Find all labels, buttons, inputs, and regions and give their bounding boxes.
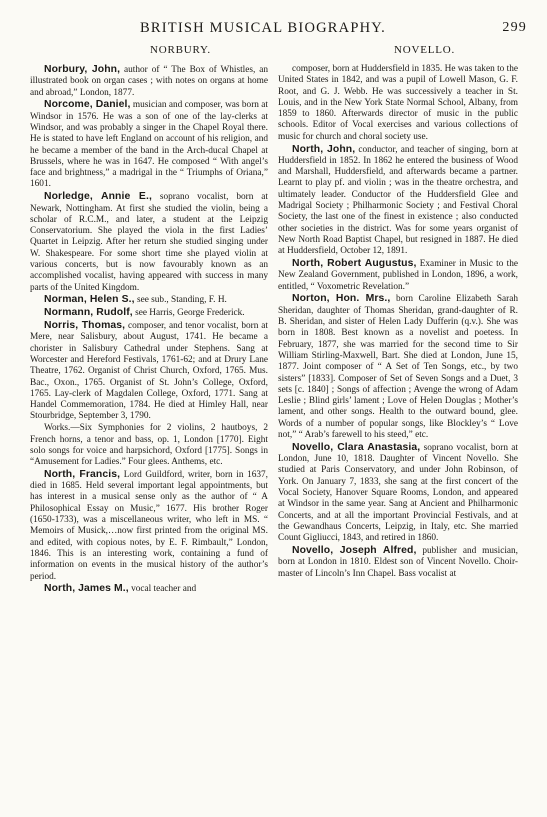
running-head: [30, 20, 527, 40]
entry-headword: North, Francis,: [44, 468, 121, 480]
entry-headword: Norledge, Annie E.,: [44, 191, 152, 203]
biography-entry: [278, 545, 518, 580]
biography-entry: [30, 469, 268, 583]
biography-entry: [30, 64, 268, 99]
biography-entry: [278, 258, 518, 293]
biography-entry: [30, 583, 268, 595]
entry-text: soprano vocalist, born at Newark, Nottingham. At first she studied the violin, being a scholar of R.C.M., and later, a student at the Leipzig Conservatorium. She played the viola in the first Ladies’ Quartet in Leipzig. After her return she studied singing under W. Shakespeare. For some short time she played violin at various concerts, but is now favourably known as an accomplished vocalist, having appeared with success in many parts of the United Kingdom.: [30, 192, 268, 293]
running-title: BRITISH MUSICAL BIOGRAPHY.: [140, 20, 386, 36]
entry-headword: Normann, Rudolf,: [44, 307, 133, 319]
entry-text: composer, born at Huddersfield in 1835. He was taken to the United States in 1842, and was a pupil of Lowell Mason, G. F. Root, and G. J. Webb. He was successively a teacher in St. Louis, and in the New York State Normal School, Albany, from 1859 to 1860. Afterwards director of music in the public schools. Editor of Vocal exercises and various collections of music for church and choral society use.: [278, 64, 518, 142]
biography-entry: [30, 294, 268, 306]
entry-headword: Novello, Joseph Alfred,: [292, 544, 417, 556]
biography-entry: [30, 320, 268, 423]
entry-headword: North, John,: [292, 143, 356, 155]
entry-text: Works.—Six Symphonies for 2 violins, 2 hautboys, 2 French horns, a tenor and bass, op. 1, London [1770]. Eight solo songs for voice and harpsichord, Oxford [1775]. Songs in “Amusement for Ladies.” Four glees. Anthems, etc.: [30, 423, 268, 468]
entry-text: Examiner in Music to the New Zealand Government, published in London, 1896, a work, entitled, “ Voxometric Revelation.”: [278, 259, 519, 292]
entry-headword: Norman, Helen S.,: [44, 294, 135, 306]
entry-text: soprano vocalist, born at London, June 10, 1818. Daughter of Vincent Novello. She studied at Paris Conservatory, and under John Robinson, of York. On January 7, 1833, she sang at the first concert of the Vocal Society, Hanover Square Rooms, London, and appeared at Windsor in the same year. Sang at Ancient and Philharmonic Concerts, and at all the important Provincial Festivals, and at the Gewandhaus Concerts, Leipzig, in Italy, etc. She married Count Gigliucci, 1843, and retired in 1860.: [278, 442, 518, 544]
biography-entry: [30, 99, 268, 190]
entry-text: author of “ The Box of Whistles, an illustrated book on organ cases ; with notes on organs at home and abroad,” London, 1877.: [30, 65, 268, 98]
entry-headword: Norton, Hon. Mrs.,: [292, 293, 391, 305]
biography-entry: [278, 144, 518, 258]
right-guide-word: NOVELLO.: [394, 44, 456, 56]
entry-text: conductor, and teacher of singing, born at Huddersfield in 1852. In 1862 he entered the business of Wood and Marshall, Huddersfield, and afterwards became a partner. Learnt to play pf. and violin ; was in the theatre orchestra, and ultimately leader. Conductor of the Huddersfield Glee and Madrigal Society ; Philharmonic Society ; and Festival Choral Society, the last one of the finest in existence ; also conducted other societies in the district. Was for some years organist of New North Road Baptist Chapel, but resigned in 1887. He died at Huddersfield, October 12, 1891.: [278, 144, 518, 257]
entry-headword: North, Robert Augustus,: [292, 258, 417, 270]
entry-text: composer, and tenor vocalist, born at Mere, near Salisbury, about August, 1741. He became a chorister in Salisbury Cathedral under Stephens. Sang at Worcester and Hereford Festivals, 1761-62; and at Drury Lane Theatre, 1762. Organist of Christ Church, Oxford, 1765. Mus. Bac., Oxon., 1765. Organist of St. John’s College, Oxford, 1765. Lay-clerk of Magdalen College, Oxford, 1771. Sang at Handel Commemoration, 1784. He died at Himley Hall, near Stourbridge, September 3, 1790.: [30, 321, 268, 422]
entry-headword: Norcome, Daniel,: [44, 99, 131, 111]
entry-text: Lord Guildford, writer, born in 1637, died in 1685. Held several important legal appointments, but has interest in a musical sense only as the author of “ A Philosophical Essay on Music,” 1677. His brother Roger (1650-1733), was a miscellaneous writer, who left in MS. “ Memoirs of Musick,…now first printed from the original MS. and edited, with copious notes, by E. F. Rimbault,” London, 1846. This is an interesting work, containing a fund of information on events in the musical history of the author’s period.: [30, 469, 269, 582]
entry-text: vocal teacher and: [131, 584, 197, 595]
biography-entry: [278, 293, 518, 441]
entry-text: musician and composer, was born at Windsor in 1576. He was a son of one of the lay-clerks at Windsor, and was probably a singer in the Chapel Royal there. He is stated to have left England on account of his religion, and he became a member of the band in the Arch-ducal Chapel at Brussels, where he was in 1647. He composed “ With angel’s face and brightness,” a madrigal in the “ Triumphs of Oriana,” 1601.: [30, 100, 269, 190]
page-number: 299: [502, 20, 527, 35]
right-column: [278, 64, 518, 580]
entry-text: born Caroline Elizabeth Sarah Sheridan, daughter of Thomas Sheridan, grand-daughter of R. B. Sheridan, and sister of Helen Lady Dufferin (q.v.). She was born in 1808. Best known as a novelist and poetess. In February, 1877, she was married for the second time to Sir William Stirling-Maxwell, Bart. She died at London, June 15, 1877. Joint composer of “ A Set of Ten Songs, etc., by two sisters” [1833]. Composer of Set of Seven Songs and a Duet, 3 sets [c. 1840] ; Songs of affection ; Avenge the wrong of Adam Leslie ; Blind girls’ lament ; Love of Helen Douglas ; Mother’s lament, and other songs. Health to the outward bound, glee. Words of a number of popular songs, like Blockley’s “ Love not,” “ Arab’s farewell to his steed,” etc.: [278, 294, 518, 440]
entry-text: see Harris, George Frederick.: [135, 308, 245, 319]
entry-headword: Norris, Thomas,: [44, 320, 126, 332]
left-column: [30, 64, 268, 596]
biography-entry: [30, 307, 268, 319]
entry-headword: Norbury, John,: [44, 64, 121, 75]
left-guide-word: NORBURY.: [150, 44, 211, 56]
biography-entry: [30, 191, 268, 294]
entry-text: publisher and musician, born at London in 1810. Eldest son of Vincent Novello. Choir-master of Lincoln’s Inn Chapel. Bass vocalist at: [278, 545, 519, 579]
biography-entry: [278, 64, 518, 143]
biography-entry: [278, 442, 518, 545]
entry-headword: Novello, Clara Anastasia,: [292, 441, 421, 453]
entry-headword: North, James M.,: [44, 583, 129, 595]
entry-text: see sub., Standing, F. H.: [136, 295, 227, 306]
biography-entry: [30, 423, 268, 468]
